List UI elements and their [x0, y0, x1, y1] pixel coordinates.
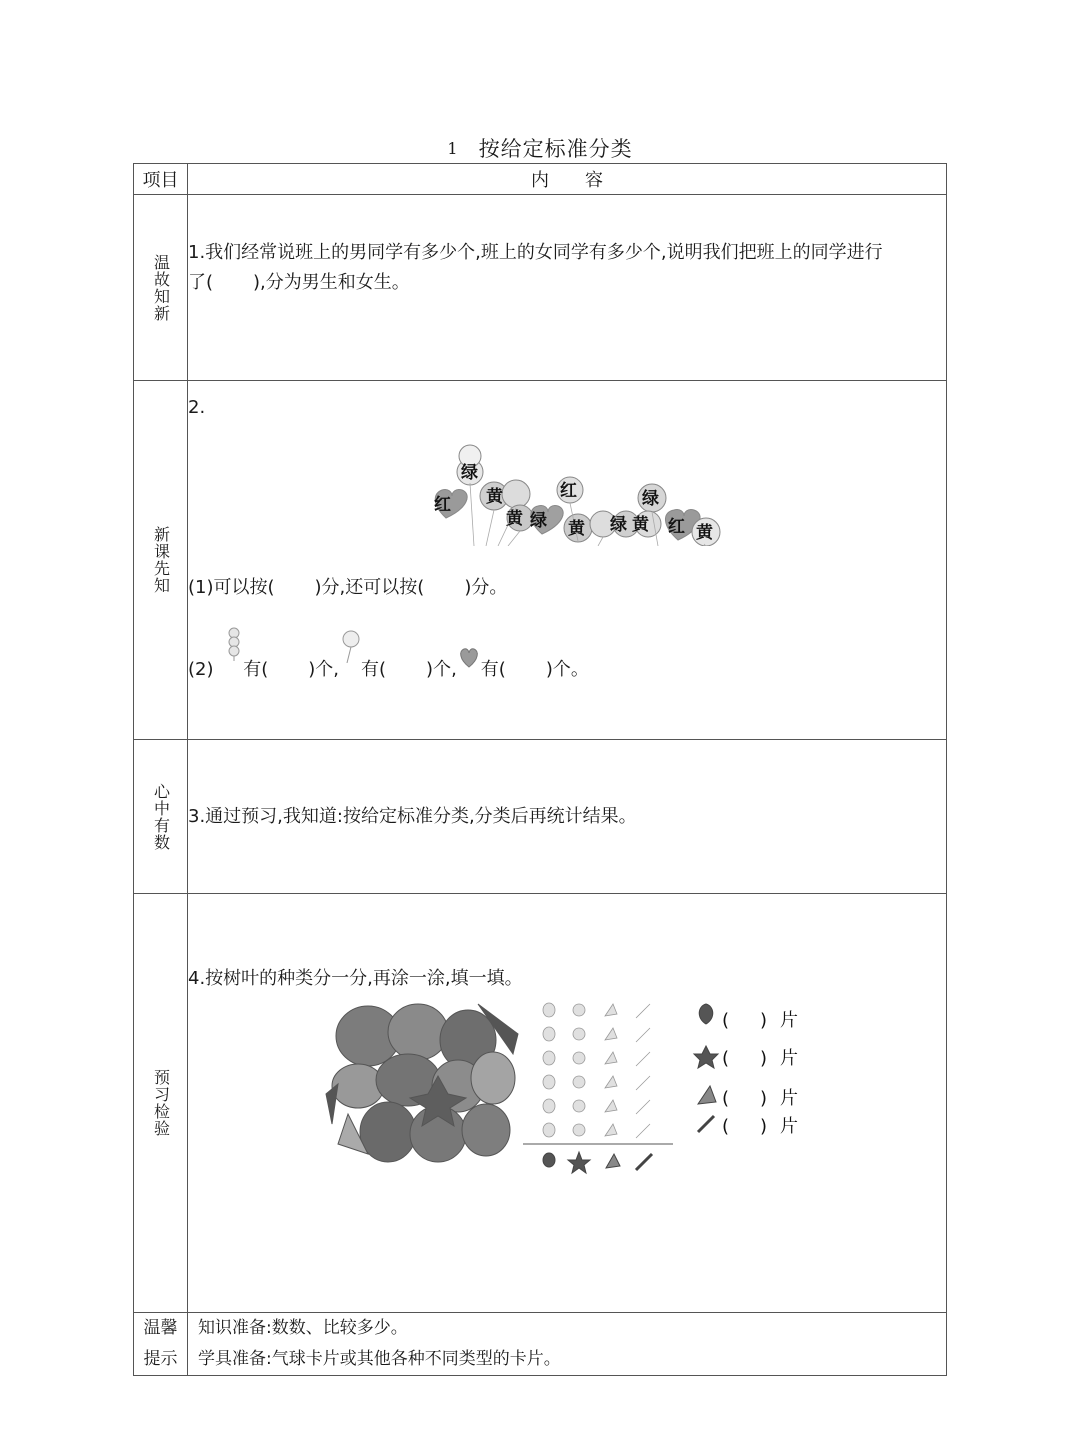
balloon-word: 绿: [530, 511, 547, 531]
q2-2-text-a: (2): [188, 659, 214, 680]
check-content: [188, 894, 947, 1313]
answer-unit: 片: [780, 1010, 798, 1031]
row-label-new-lesson: 新课先知: [151, 526, 171, 594]
leaf-illustration: [318, 994, 838, 1184]
q2-2-text-c: )个,: [308, 659, 340, 680]
answer-open: (: [722, 1010, 730, 1031]
question-4: 4.按树叶的种类分一分,再涂一涂,填一填。: [188, 968, 523, 989]
balloon-word: 黄: [506, 509, 523, 529]
balloon-word: 绿: [610, 515, 627, 535]
lesson-title: 按给定标准分类: [478, 137, 633, 161]
balloon-word: 红: [668, 517, 685, 537]
balloon-word: 黄: [632, 515, 649, 535]
row-review: [134, 195, 947, 381]
row-mind: [134, 740, 947, 894]
q1-prefix: 了(: [188, 271, 214, 293]
answer-close: ): [760, 1116, 768, 1137]
tips-label-line1: 温馨: [143, 1318, 178, 1338]
row-new-lesson: [134, 381, 947, 740]
answer-unit: 片: [780, 1116, 798, 1137]
answer-close: ): [760, 1088, 768, 1109]
q2-1-text-a: (1)可以按(: [188, 577, 275, 598]
row-check: [134, 894, 947, 1313]
question-1-line-2: [188, 268, 946, 298]
question-2-1: [188, 573, 946, 603]
q2-2-text-b: 有(: [243, 659, 269, 680]
q2-2-text-f: 有(: [480, 659, 506, 680]
q2-2-text-g: )个。: [545, 659, 589, 680]
row-label-review: 温故知新: [151, 253, 171, 322]
balloon-word: 黄: [486, 487, 503, 507]
q2-2-text-e: )个,: [426, 659, 457, 680]
tips-line-2: 学具准备:气球卡片或其他各种不同类型的卡片。: [198, 1349, 561, 1369]
balloon-word: 黄: [696, 523, 713, 543]
balloon-word: 绿: [461, 463, 478, 483]
question-1-line-1: 1.我们经常说班上的男同学有多少个,班上的女同学有多少个,说明我们把班上的同学进行: [188, 241, 883, 263]
heart-balloon-icon: [457, 645, 481, 669]
worksheet-table: [133, 163, 947, 1376]
balloon-illustration: [428, 436, 728, 546]
header-content: 内 容: [188, 164, 947, 195]
tips-label-line2: 提示: [143, 1349, 178, 1369]
q2-2-text-d: 有(: [361, 659, 387, 680]
row-tips: [134, 1313, 947, 1376]
answer-unit: 片: [780, 1048, 798, 1069]
question-2-label: 2.: [188, 397, 206, 418]
q1-suffix: ),分为男生和女生。: [253, 271, 410, 293]
balloon-word: 黄: [568, 519, 585, 539]
answer-close: ): [760, 1010, 768, 1031]
answer-close: ): [760, 1048, 768, 1069]
answer-unit: 片: [780, 1088, 798, 1109]
question-2-2: [188, 641, 946, 685]
row-label-mind: 心中有数: [151, 782, 171, 851]
review-content: [188, 195, 947, 381]
tall-balloon-icon: [225, 627, 243, 661]
header-item: 项目: [134, 164, 188, 195]
header-row: [134, 164, 947, 195]
answer-open: (: [722, 1048, 730, 1069]
page-title: [0, 133, 1080, 163]
new-lesson-content: [188, 381, 947, 740]
mind-content: [188, 740, 947, 894]
row-label-check: 预习检验: [151, 1069, 171, 1137]
q2-1-text-c: )分。: [464, 577, 508, 598]
lesson-number: 1: [447, 139, 459, 158]
balloon-word: 绿: [642, 489, 659, 509]
balloon-word: 红: [560, 481, 577, 501]
balloon-word: 红: [434, 495, 451, 515]
q2-1-text-b: )分,还可以按(: [314, 577, 425, 598]
round-balloon-icon: [339, 629, 361, 663]
answer-open: (: [722, 1088, 730, 1109]
tips-content: [188, 1313, 947, 1376]
tips-line-1: 知识准备:数数、比较多少。: [198, 1318, 408, 1338]
answer-open: (: [722, 1116, 730, 1137]
question-3: 3.通过预习,我知道:按给定标准分类,分类后再统计结果。: [188, 805, 637, 827]
